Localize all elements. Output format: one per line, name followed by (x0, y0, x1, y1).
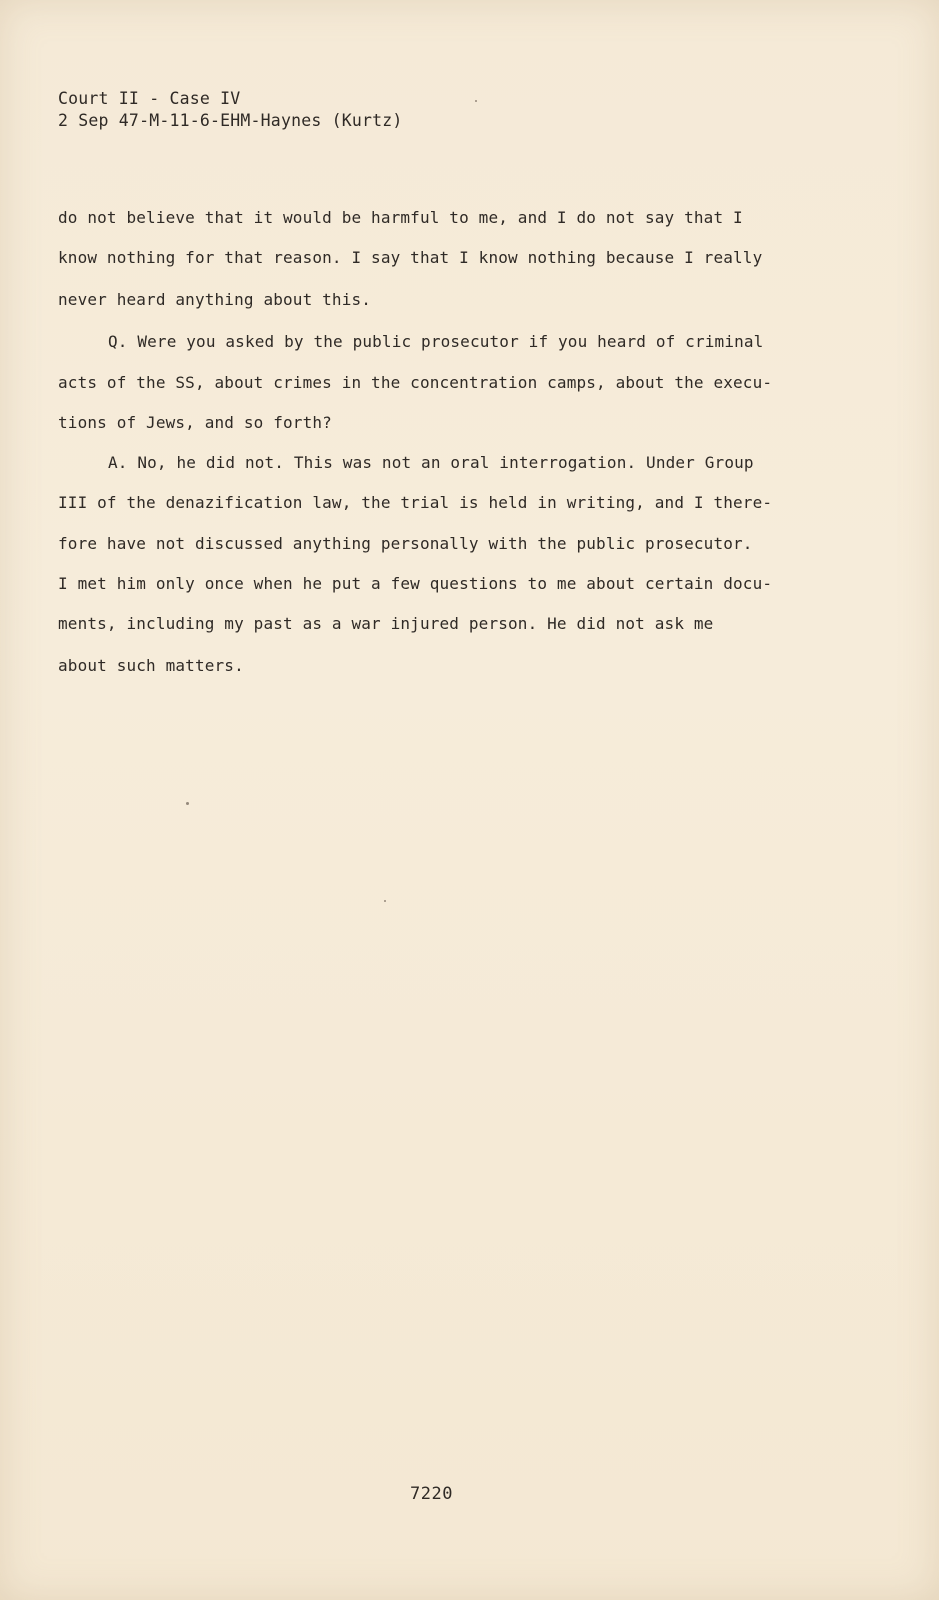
text-line: never heard anything about this. (58, 290, 372, 309)
answer-line: A. No, he did not. This was not an oral interrogation. Under Group (108, 453, 754, 472)
text-line: tions of Jews, and so forth? (58, 413, 332, 432)
text-line: III of the denazification law, the trial is held in writing, and I there- (58, 493, 773, 512)
header-session-reference: 2 Sep 47-M-11-6-EHM-Haynes (Kurtz) (58, 111, 403, 130)
page-number: 7220 (410, 1484, 453, 1504)
text-line: know nothing for that reason. I say that I know nothing because I really (58, 248, 763, 267)
text-line: ments, including my past as a war injured person. He did not ask me (58, 614, 714, 633)
question-line: Q. Were you asked by the public prosecutor if you heard of criminal (108, 332, 764, 351)
text-line: acts of the SS, about crimes in the concentration camps, about the execu- (58, 373, 773, 392)
paper-speck (475, 100, 477, 102)
header-court-case: Court II - Case IV (58, 89, 241, 108)
text-line: about such matters. (58, 656, 244, 675)
text-line: I met him only once when he put a few questions to me about certain docu- (58, 574, 773, 593)
text-line: do not believe that it would be harmful to me, and I do not say that I (58, 208, 743, 227)
paper-speck (186, 802, 189, 805)
paper-speck (384, 900, 386, 902)
text-line: fore have not discussed anything personally with the public prosecutor. (58, 534, 753, 553)
document-header (58, 88, 403, 132)
